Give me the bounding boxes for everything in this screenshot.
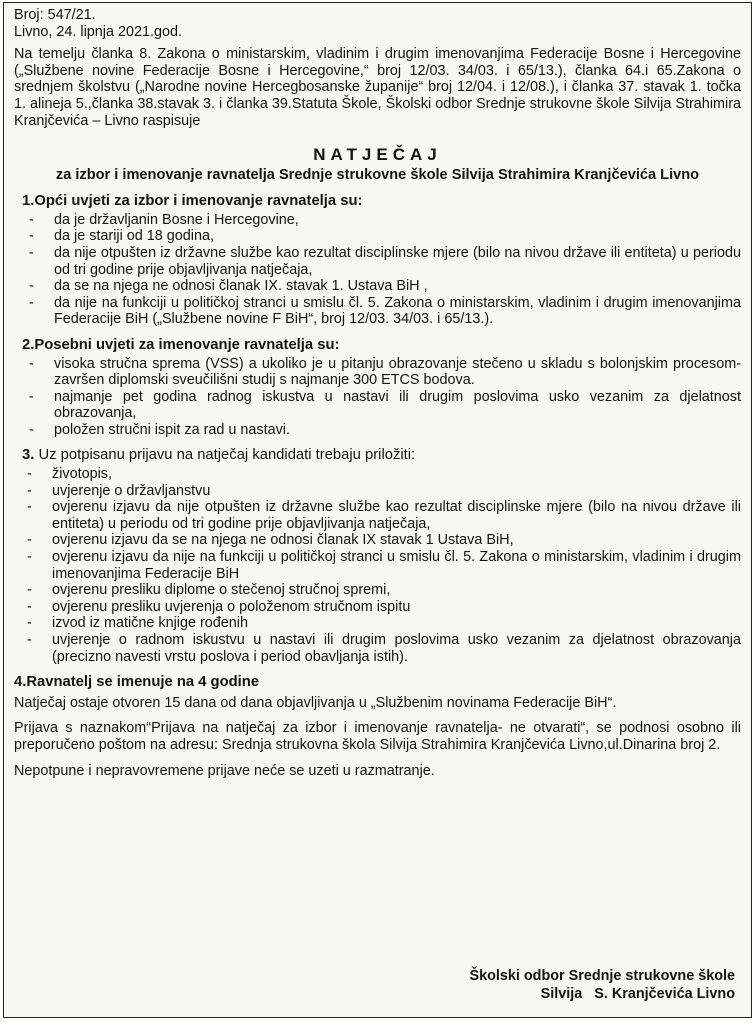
- signature-line-1: Školski odbor Srednje strukovne škole: [469, 968, 735, 984]
- list-item: - da je državljanin Bosne i Hercegovine,: [54, 212, 741, 229]
- list-item: - položen stručni ispit za rad u nastavi.: [54, 422, 741, 439]
- section-1-list: [14, 212, 741, 328]
- list-item: - najmanje pet godina radnog iskustva u nastavi ili drugim poslovima usko vezanim za djelatnost obrazovanja,: [54, 389, 741, 422]
- document-subtitle: za izbor i imenovanje ravnatelja Srednje strukovne škole Silvija Strahimira Kranjčevića Livno: [55, 167, 700, 184]
- document-page: [3, 2, 752, 1018]
- list-item: - uvjerenje o državljanstvu: [52, 483, 741, 500]
- section-4-heading: 4.Ravnatelj se imenuje na 4 godine: [14, 674, 260, 691]
- list-item: - da se na njega ne odnosi članak IX. stavak 1. Ustava BiH ,: [54, 278, 741, 295]
- list-item: - ovjerenu presliku diplome o stečenoj stručnoj spremi,: [52, 582, 741, 599]
- intro-paragraph: Na temelju članka 8. Zakona o ministarskim, vladinim i drugim imenovanjima Federacije Bosne i Hercegovine („Službene novine Federacije Bosne i Hercegovine,“ broj 12/03. 34/03. i 65/13.), članka 64.i 65.Zakona o srednjem školstvu („Narodne novine Hercegbosanske županije“ broj 12/04. i 12/08.), i članka 37. stavak 1. točka 1. alineja 5.,članka 38.stavak 3. i članka 39.Statuta Škole, Školski odbor Srednje strukovne škole Silvija Strahimira Kranjčevića – Livno raspisuje: [14, 46, 741, 129]
- section-1-heading: 1.Opći uvjeti za izbor i imenovanje ravnatelja su:: [22, 193, 363, 210]
- list-item: - izvod iz matične knjige rođenih: [52, 615, 741, 632]
- document-title: NATJEČAJ: [313, 145, 442, 165]
- list-item: - ovjerenu presliku uvjerenja o položenom stručnom ispitu: [52, 599, 741, 616]
- section-3-heading-text: Uz potpisanu prijavu na natječaj kandidati trebaju priložiti:: [34, 447, 416, 464]
- list-item: - ovjerenu izjavu da se na njega ne odnosi članak IX stavak 1 Ustava BiH,: [52, 532, 741, 549]
- document-number: Broj: 547/21.: [14, 7, 96, 23]
- paragraph-deadline: Natječaj ostaje otvoren 15 dana od dana objavljivanja u „Službenim novinama Federacije BiH“.: [14, 694, 617, 711]
- section-3-heading: [22, 447, 741, 464]
- list-item: - da nije otpušten iz državne službe kao rezultat disciplinske mjere (bilo na nivou države ili entiteta) u periodu od tri godine prije objavljivanja natječaja,: [54, 245, 741, 278]
- list-item: - visoka stručna sprema (VSS) a ukoliko je u pitanju obrazovanje stečeno u skladu s bolonjskim procesom-završen diplomski sveučilišni studij s najmanje 300 ETCS bodova.: [54, 356, 741, 389]
- list-item: - da nije na funkciji u političkoj stranci u smislu čl. 5. Zakona o ministarskim, vladinim i drugim imenovanjima Federacije BiH („Službene novine F BiH“, broj 12/03. 34/03. i 65/13.).: [54, 295, 741, 328]
- list-item: - da je stariji od 18 godina,: [54, 228, 741, 245]
- list-item: - ovjerenu izjavu da nije na funkciji u političkoj stranci u smislu čl. 5. Zakona o ministarskim, vladinim i drugim imenovanjima Federacije BiH: [52, 549, 741, 582]
- place-date: Livno, 24. lipnja 2021.god.: [14, 23, 183, 40]
- signature-block: [469, 967, 735, 1003]
- section-2-heading: 2.Posebni uvjeti za imenovanje ravnatelja su:: [22, 336, 340, 353]
- section-3-list: [14, 466, 741, 665]
- list-item: - uvjerenje o radnom iskustvu u nastavi ili drugim poslovima usko vezanim za djelatnost obrazovanja (precizno navesti vrstu poslova i period obavljanja istih).: [52, 632, 741, 665]
- list-item: - životopis,: [52, 466, 741, 483]
- paragraph-submission: Prijava s naznakom“Prijava na natječaj za izbor i imenovanje ravnatelja- ne otvarati“, se podnosi osobno ili preporučeno poštom na adresu: Srednja strukovna škola Silvija Strahimira Kranjčevića Livno,ul.Dinarina broj 2.: [14, 720, 741, 753]
- section-2-list: [14, 356, 741, 439]
- list-item: - ovjerenu izjavu da nije otpušten iz državne službe kao rezultat disciplinske mjere (bilo na nivou države ili entiteta) u periodu od tri godine prije objavljivanja natječaja,: [52, 499, 741, 532]
- paragraph-incomplete: Nepotpune i nepravovremene prijave neće se uzeti u razmatranje.: [14, 762, 435, 779]
- section-3-number: 3.: [22, 447, 35, 464]
- signature-line-2: Silvija S. Kranjčevića Livno: [540, 986, 735, 1002]
